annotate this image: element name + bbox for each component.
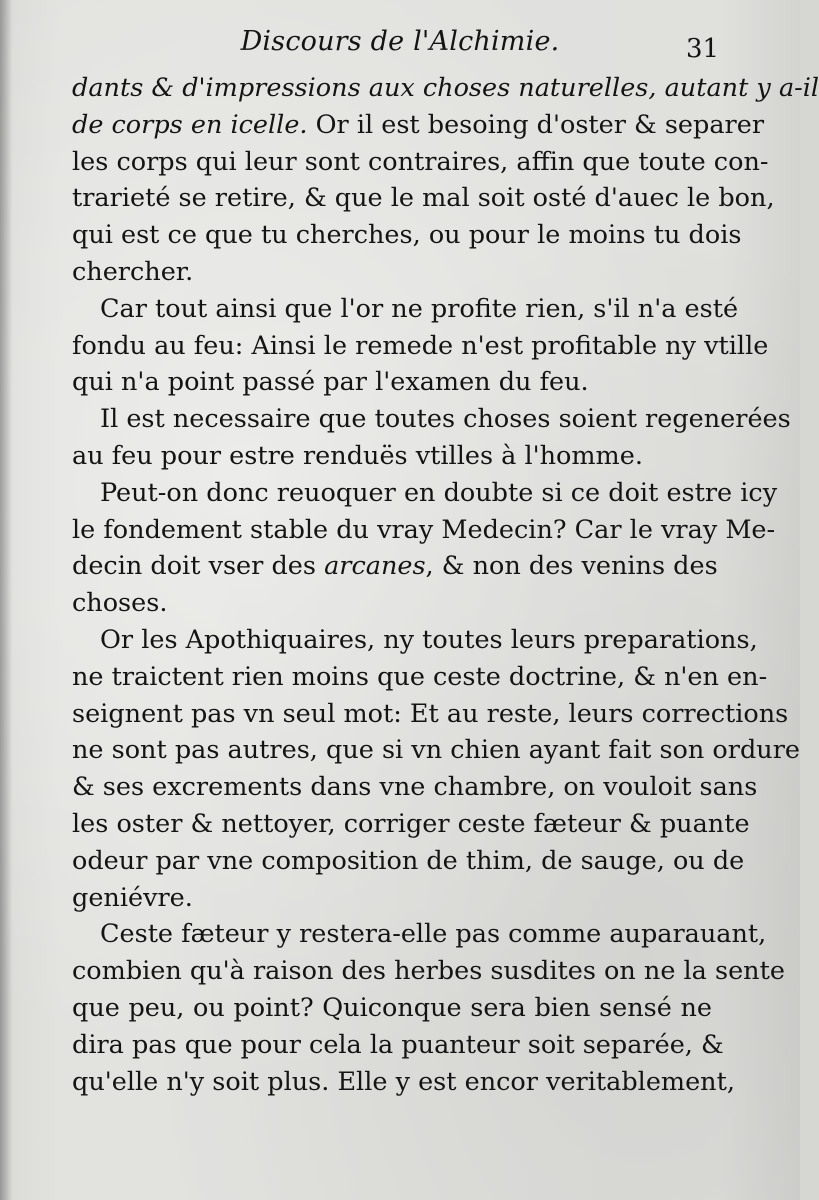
text-segment: qui n'a point passé par l'examen du feu.: [72, 367, 589, 398]
text-line: [72, 512, 776, 549]
text-line: [72, 953, 785, 990]
text-line: [72, 659, 768, 696]
text-segment: au feu pour estre renduës vtilles à l'homme.: [72, 440, 643, 471]
text-segment: Or il est besoing d'oster & separer: [315, 109, 765, 140]
text-line: [72, 1027, 724, 1064]
paragraph: [72, 916, 785, 1100]
text-segment: Ceste fæteur y restera-elle pas comme auparauant,: [100, 919, 767, 950]
paragraph: [72, 475, 778, 622]
text-line: [72, 732, 800, 769]
text-segment: chercher.: [72, 256, 194, 287]
text-line: [72, 916, 767, 953]
text-line: [72, 364, 712, 401]
text-segment: ne sont pas autres, que si vn chien ayant fait son ordure: [72, 735, 800, 766]
running-head: Discours de l'Alchimie.: [240, 26, 560, 57]
page-number: 31: [686, 34, 720, 64]
text-segment: les oster & nettoyer, corriger ceste fæteur & puante: [72, 808, 750, 839]
text-segment: dira pas que pour cela la puanteur soit separée, &: [72, 1029, 724, 1060]
text-segment: combien qu'à raison des herbes susdites on ne la sente: [72, 956, 785, 987]
text-line: [72, 1064, 735, 1101]
text-line: [72, 806, 750, 843]
text-line: [72, 328, 769, 365]
text-line: [72, 548, 718, 585]
text-line: [72, 880, 712, 917]
paragraph: [72, 70, 819, 291]
text-segment: Or les Apothiquaires, ny toutes leurs preparations,: [100, 624, 758, 655]
text-line: [72, 769, 758, 806]
italic-text-segment: arcanes: [324, 551, 426, 582]
text-line: [72, 843, 745, 880]
italic-text-segment: de corps en icelle.: [72, 109, 316, 140]
text-segment: les corps qui leur sont contraires, affin que toute con-: [72, 146, 769, 177]
text-line: [72, 585, 712, 622]
text-segment: Il est necessaire que toutes choses soient regenerées: [100, 404, 791, 435]
text-line: [72, 70, 819, 107]
text-line: [72, 254, 712, 291]
paragraph: [72, 622, 800, 916]
text-line: [72, 144, 769, 181]
text-segment: trarieté se retire, & que le mal soit osté d'auec le bon,: [72, 183, 775, 214]
text-segment: Car tout ainsi que l'or ne profite rien, s'il n'a esté: [100, 293, 739, 324]
text-segment: le fondement stable du vray Medecin? Car le vray Me-: [72, 514, 776, 545]
body-text: [72, 70, 819, 1100]
text-segment: fondu au feu: Ainsi le remede n'est profitable ny vtille: [72, 330, 769, 361]
paragraph: [72, 401, 791, 475]
text-line: [72, 180, 775, 217]
text-line: [72, 401, 791, 438]
page-gutter-shadow: [0, 0, 12, 1200]
text-line: [72, 107, 765, 144]
text-segment: odeur par vne composition de thim, de sauge, ou de: [72, 845, 745, 876]
text-line: [72, 438, 712, 475]
text-line: [72, 990, 712, 1027]
text-segment: que peu, ou point? Quiconque sera bien sensé ne: [72, 992, 712, 1023]
text-line: [72, 291, 739, 328]
text-segment: geniévre.: [72, 882, 193, 913]
text-segment: & ses excrements dans vne chambre, on vouloit sans: [72, 772, 758, 803]
text-segment: seignent pas vn seul mot: Et au reste, leurs corrections: [72, 698, 789, 729]
text-segment: , & non des venins des: [425, 551, 718, 582]
text-segment: qui est ce que tu cherches, ou pour le moins tu dois: [72, 220, 742, 251]
text-line: [72, 622, 758, 659]
paragraph: [72, 291, 769, 401]
text-segment: ne traictent rien moins que ceste doctrine, & n'en en-: [72, 661, 768, 692]
text-segment: qu'elle n'y soit plus. Elle y est encor veritablement,: [72, 1066, 735, 1097]
text-line: [72, 475, 778, 512]
text-line: [72, 696, 789, 733]
text-segment: decin doit vser des: [72, 551, 325, 582]
text-line: [72, 217, 742, 254]
text-segment: Peut-on donc reuoquer en doubte si ce doit estre icy: [100, 477, 778, 508]
italic-text-segment: dants & d'impressions aux choses naturelles, autant y a-il: [72, 73, 819, 103]
text-segment: choses.: [72, 588, 168, 619]
